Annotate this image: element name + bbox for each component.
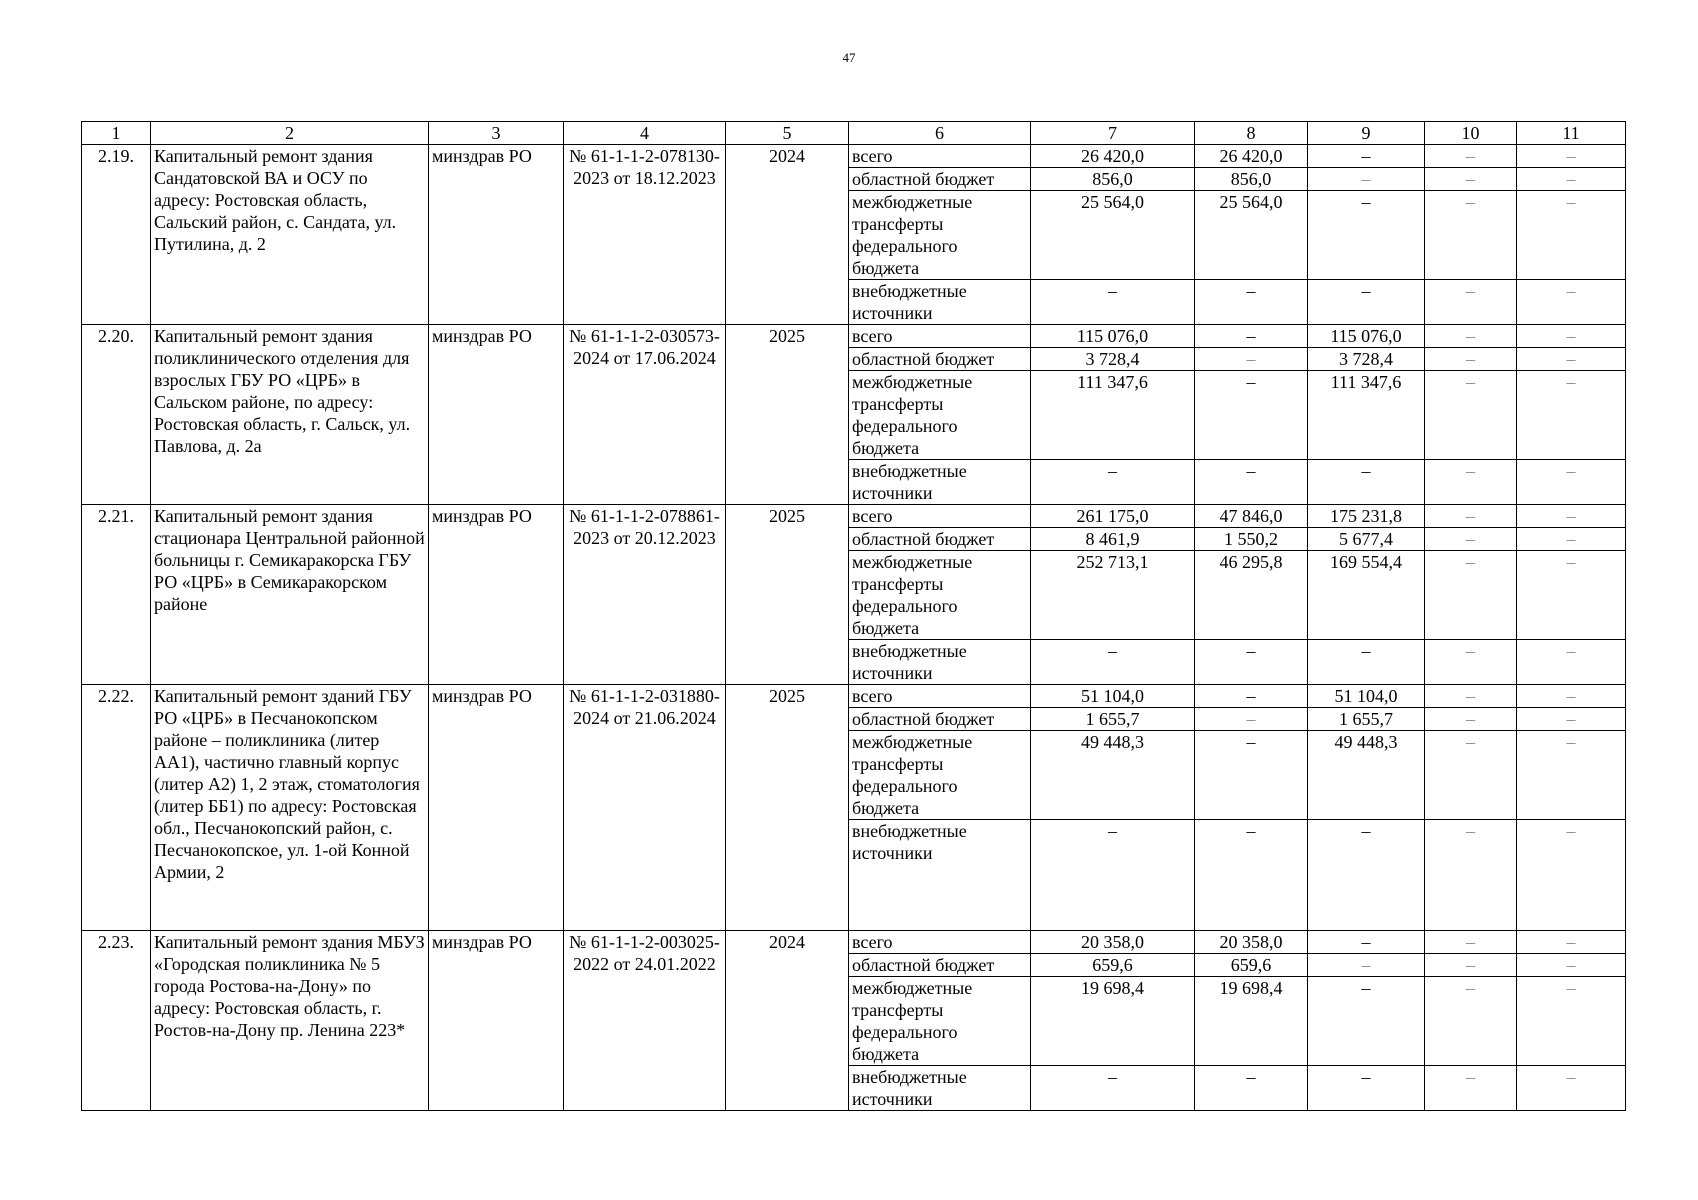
funding-source-label: внебюджетные источники <box>849 460 1031 505</box>
value-cell-10: – <box>1425 1066 1517 1111</box>
value-cell-9: – <box>1308 931 1425 954</box>
value-cell-10: – <box>1425 731 1517 820</box>
value-cell-9: – <box>1308 954 1425 977</box>
value-cell-7: 111 347,6 <box>1031 371 1195 460</box>
value-cell-10: – <box>1425 528 1517 551</box>
value-cell-7: 252 713,1 <box>1031 551 1195 640</box>
funding-source-label: межбюджетные трансферты федерального бюджета <box>849 371 1031 460</box>
item-document: № 61-1-1-2-030573-2024 от 17.06.2024 <box>564 325 726 505</box>
item-responsible: минздрав РО <box>429 145 564 325</box>
value-cell-7: 115 076,0 <box>1031 325 1195 348</box>
value-cell-11: – <box>1517 954 1626 977</box>
value-cell-7: 51 104,0 <box>1031 685 1195 708</box>
value-cell-9: – <box>1308 191 1425 280</box>
value-cell-8: – <box>1195 1066 1308 1111</box>
item-year: 2024 <box>726 145 849 325</box>
value-cell-8: 47 846,0 <box>1195 505 1308 528</box>
value-cell-8: 46 295,8 <box>1195 551 1308 640</box>
funding-source-label: областной бюджет <box>849 168 1031 191</box>
header-cell: 1 <box>82 122 151 145</box>
value-cell-8: – <box>1195 685 1308 708</box>
funding-source-label: областной бюджет <box>849 528 1031 551</box>
value-cell-11: – <box>1517 551 1626 640</box>
value-cell-7: 856,0 <box>1031 168 1195 191</box>
value-cell-11: – <box>1517 348 1626 371</box>
value-cell-10: – <box>1425 280 1517 325</box>
value-cell-11: – <box>1517 708 1626 731</box>
value-cell-9: 175 231,8 <box>1308 505 1425 528</box>
value-cell-8: 659,6 <box>1195 954 1308 977</box>
value-cell-8: – <box>1195 731 1308 820</box>
value-cell-7: 3 728,4 <box>1031 348 1195 371</box>
item-name: Капитальный ремонт зданий ГБУ РО «ЦРБ» в Песчанокопском районе – поликлиника (литер АА1), частично главный корпус (литер А2) 1, 2 этаж, стоматология (литер ББ1) по адресу: Ростовская обл., Песчанокопский район, с. Песчанокопское, ул. 1-ой Конной Армии, 2 <box>151 685 429 931</box>
item-name: Капитальный ремонт здания стационара Центральной районной больницы г. Семикаракорска ГБУ РО «ЦРБ» в Семикаракорском районе <box>151 505 429 685</box>
value-cell-7: 49 448,3 <box>1031 731 1195 820</box>
funding-source-label: областной бюджет <box>849 348 1031 371</box>
page-number: 47 <box>842 50 856 65</box>
program-table <box>81 121 1626 1111</box>
value-cell-8: – <box>1195 640 1308 685</box>
value-cell-7: 19 698,4 <box>1031 977 1195 1066</box>
funding-source-label: внебюджетные источники <box>849 280 1031 325</box>
value-cell-9: 115 076,0 <box>1308 325 1425 348</box>
value-cell-9: – <box>1308 460 1425 505</box>
item-responsible: минздрав РО <box>429 931 564 1111</box>
header-cell: 5 <box>726 122 849 145</box>
table-row <box>82 931 1626 954</box>
header-cell: 9 <box>1308 122 1425 145</box>
funding-source-label: всего <box>849 685 1031 708</box>
value-cell-9: 49 448,3 <box>1308 731 1425 820</box>
value-cell-11: – <box>1517 640 1626 685</box>
header-cell: 3 <box>429 122 564 145</box>
funding-source-label: межбюджетные трансферты федерального бюджета <box>849 731 1031 820</box>
value-cell-7: – <box>1031 640 1195 685</box>
value-cell-7: 659,6 <box>1031 954 1195 977</box>
value-cell-10: – <box>1425 685 1517 708</box>
value-cell-7: 8 461,9 <box>1031 528 1195 551</box>
item-document: № 61-1-1-2-078130-2023 от 18.12.2023 <box>564 145 726 325</box>
value-cell-7: 25 564,0 <box>1031 191 1195 280</box>
value-cell-7: 261 175,0 <box>1031 505 1195 528</box>
value-cell-11: – <box>1517 977 1626 1066</box>
value-cell-9: – <box>1308 280 1425 325</box>
item-document: № 61-1-1-2-003025-2022 от 24.01.2022 <box>564 931 726 1111</box>
header-row <box>82 122 1626 145</box>
value-cell-10: – <box>1425 371 1517 460</box>
item-document: № 61-1-1-2-031880-2024 от 21.06.2024 <box>564 685 726 931</box>
value-cell-10: – <box>1425 954 1517 977</box>
value-cell-10: – <box>1425 977 1517 1066</box>
funding-source-label: областной бюджет <box>849 954 1031 977</box>
value-cell-8: – <box>1195 371 1308 460</box>
item-name: Капитальный ремонт здания Сандатовской ВА и ОСУ по адресу: Ростовская область, Сальский район, с. Сандата, ул. Путилина, д. 2 <box>151 145 429 325</box>
value-cell-10: – <box>1425 505 1517 528</box>
value-cell-9: 5 677,4 <box>1308 528 1425 551</box>
value-cell-11: – <box>1517 325 1626 348</box>
table-row <box>82 145 1626 168</box>
value-cell-10: – <box>1425 460 1517 505</box>
funding-source-label: областной бюджет <box>849 708 1031 731</box>
item-year: 2024 <box>726 931 849 1111</box>
table-row <box>82 685 1626 708</box>
value-cell-10: – <box>1425 191 1517 280</box>
funding-source-label: всего <box>849 145 1031 168</box>
funding-source-label: межбюджетные трансферты федерального бюджета <box>849 551 1031 640</box>
item-responsible: минздрав РО <box>429 505 564 685</box>
value-cell-7: 20 358,0 <box>1031 931 1195 954</box>
value-cell-10: – <box>1425 640 1517 685</box>
item-number: 2.20. <box>82 325 151 505</box>
value-cell-7: 1 655,7 <box>1031 708 1195 731</box>
value-cell-9: – <box>1308 145 1425 168</box>
item-year: 2025 <box>726 505 849 685</box>
header-cell: 6 <box>849 122 1031 145</box>
value-cell-8: – <box>1195 348 1308 371</box>
item-year: 2025 <box>726 325 849 505</box>
value-cell-11: – <box>1517 280 1626 325</box>
value-cell-11: – <box>1517 460 1626 505</box>
value-cell-11: – <box>1517 505 1626 528</box>
value-cell-8: 26 420,0 <box>1195 145 1308 168</box>
value-cell-11: – <box>1517 1066 1626 1111</box>
funding-source-label: межбюджетные трансферты федерального бюджета <box>849 191 1031 280</box>
header-cell: 11 <box>1517 122 1626 145</box>
item-name: Капитальный ремонт здания поликлинического отделения для взрослых ГБУ РО «ЦРБ» в Сальском районе, по адресу: Ростовская область, г. Сальск, ул. Павлова, д. 2а <box>151 325 429 505</box>
value-cell-7: – <box>1031 460 1195 505</box>
value-cell-8: – <box>1195 280 1308 325</box>
value-cell-8: 25 564,0 <box>1195 191 1308 280</box>
value-cell-9: 111 347,6 <box>1308 371 1425 460</box>
value-cell-11: – <box>1517 168 1626 191</box>
value-cell-7: – <box>1031 820 1195 931</box>
item-name: Капитальный ремонт здания МБУЗ «Городская поликлиника № 5 города Ростова-на-Дону» по адресу: Ростовская область, г. Ростов-на-Дону пр. Ленина 223* <box>151 931 429 1111</box>
value-cell-8: – <box>1195 708 1308 731</box>
header-cell: 2 <box>151 122 429 145</box>
funding-source-label: внебюджетные источники <box>849 1066 1031 1111</box>
item-number: 2.22. <box>82 685 151 931</box>
value-cell-11: – <box>1517 191 1626 280</box>
item-number: 2.23. <box>82 931 151 1111</box>
header-cell: 7 <box>1031 122 1195 145</box>
funding-source-label: всего <box>849 505 1031 528</box>
value-cell-7: – <box>1031 280 1195 325</box>
value-cell-10: – <box>1425 708 1517 731</box>
value-cell-9: – <box>1308 640 1425 685</box>
item-document: № 61-1-1-2-078861-2023 от 20.12.2023 <box>564 505 726 685</box>
value-cell-10: – <box>1425 145 1517 168</box>
value-cell-7: – <box>1031 1066 1195 1111</box>
value-cell-8: 1 550,2 <box>1195 528 1308 551</box>
value-cell-9: 1 655,7 <box>1308 708 1425 731</box>
value-cell-9: – <box>1308 977 1425 1066</box>
item-responsible: минздрав РО <box>429 325 564 505</box>
value-cell-10: – <box>1425 325 1517 348</box>
header-cell: 8 <box>1195 122 1308 145</box>
value-cell-11: – <box>1517 820 1626 931</box>
item-responsible: минздрав РО <box>429 685 564 931</box>
value-cell-8: – <box>1195 820 1308 931</box>
value-cell-8: 856,0 <box>1195 168 1308 191</box>
value-cell-9: – <box>1308 1066 1425 1111</box>
table-row <box>82 325 1626 348</box>
value-cell-9: – <box>1308 168 1425 191</box>
value-cell-8: – <box>1195 460 1308 505</box>
value-cell-11: – <box>1517 685 1626 708</box>
header-cell: 10 <box>1425 122 1517 145</box>
funding-source-label: внебюджетные источники <box>849 820 1031 931</box>
value-cell-10: – <box>1425 168 1517 191</box>
value-cell-8: 19 698,4 <box>1195 977 1308 1066</box>
value-cell-9: – <box>1308 820 1425 931</box>
value-cell-9: 3 728,4 <box>1308 348 1425 371</box>
value-cell-11: – <box>1517 931 1626 954</box>
value-cell-11: – <box>1517 731 1626 820</box>
header-cell: 4 <box>564 122 726 145</box>
value-cell-9: 169 554,4 <box>1308 551 1425 640</box>
item-year: 2025 <box>726 685 849 931</box>
funding-source-label: внебюджетные источники <box>849 640 1031 685</box>
value-cell-10: – <box>1425 820 1517 931</box>
value-cell-10: – <box>1425 348 1517 371</box>
value-cell-8: 20 358,0 <box>1195 931 1308 954</box>
value-cell-11: – <box>1517 371 1626 460</box>
funding-source-label: межбюджетные трансферты федерального бюджета <box>849 977 1031 1066</box>
table-row <box>82 505 1626 528</box>
value-cell-9: 51 104,0 <box>1308 685 1425 708</box>
value-cell-10: – <box>1425 551 1517 640</box>
value-cell-10: – <box>1425 931 1517 954</box>
value-cell-11: – <box>1517 528 1626 551</box>
value-cell-7: 26 420,0 <box>1031 145 1195 168</box>
item-number: 2.21. <box>82 505 151 685</box>
funding-source-label: всего <box>849 325 1031 348</box>
item-number: 2.19. <box>82 145 151 325</box>
value-cell-8: – <box>1195 325 1308 348</box>
value-cell-11: – <box>1517 145 1626 168</box>
funding-source-label: всего <box>849 931 1031 954</box>
